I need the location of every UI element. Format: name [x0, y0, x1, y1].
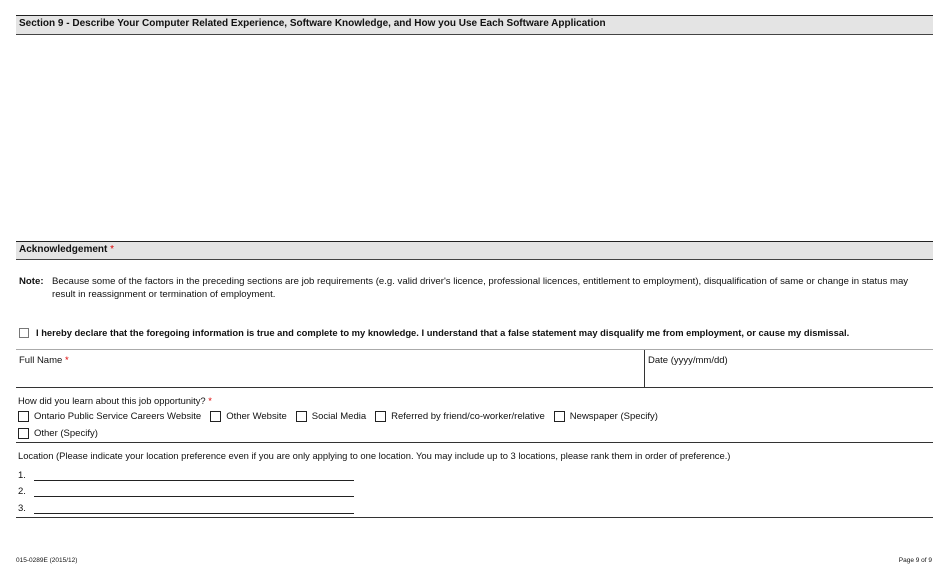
- required-marker: *: [110, 244, 115, 255]
- section-9-title: Section 9 - Describe Your Computer Related Experience, Software Knowledge, and How you Use Each Software Application: [19, 18, 606, 29]
- acknowledgement-title: Acknowledgement: [19, 244, 108, 255]
- declaration-row: [19, 327, 849, 338]
- job-source-options-row-1: [18, 409, 933, 424]
- location-input-3[interactable]: [34, 502, 354, 514]
- job-source-required-marker: *: [208, 395, 212, 406]
- location-section: [16, 443, 933, 518]
- location-number: 2.: [18, 486, 26, 497]
- location-number: 1.: [18, 469, 26, 481]
- location-line-1: [18, 464, 933, 481]
- option-ops-careers-website[interactable]: [18, 411, 201, 422]
- option-label: Referred by friend/co-worker/relative: [391, 411, 545, 422]
- option-label: Ontario Public Service Careers Website: [34, 411, 202, 422]
- option-referred[interactable]: [375, 411, 545, 422]
- job-source-question-text: How did you learn about this job opportunity?: [18, 395, 206, 406]
- job-source-options-row-2: [18, 426, 933, 441]
- checkbox[interactable]: [210, 411, 221, 422]
- full-name-field[interactable]: [19, 355, 69, 366]
- job-source-question: [18, 395, 933, 406]
- location-input-1[interactable]: [34, 469, 354, 481]
- note-block: [19, 275, 931, 301]
- full-name-label: Full Name: [19, 355, 63, 366]
- date-field[interactable]: [644, 350, 728, 388]
- checkbox[interactable]: [554, 411, 565, 422]
- option-label: Other Website: [226, 411, 287, 422]
- option-label: Other (Specify): [34, 428, 98, 439]
- section-9-header: [16, 15, 933, 35]
- date-label: Date (yyyy/mm/dd): [648, 355, 728, 366]
- option-other-website[interactable]: [210, 411, 287, 422]
- option-social-media[interactable]: [296, 411, 366, 422]
- note-text: Because some of the factors in the preceding sections are job requirements (e.g. valid driver's licence, professional licences, entitlement to employment), disqualification of same or change in status may result in reassignment or termination of employment.: [52, 276, 909, 300]
- location-line-2: [18, 481, 933, 498]
- location-input-2[interactable]: [34, 485, 354, 497]
- option-other[interactable]: [18, 428, 98, 439]
- option-label: Social Media: [311, 411, 367, 422]
- checkbox[interactable]: [18, 411, 29, 422]
- location-number: 3.: [18, 502, 26, 514]
- location-instructions: Location (Please indicate your location preference even if you are only applying to one location. You may include up to 3 locations, please rank them in order of preference.): [18, 450, 731, 461]
- section-9-answer-field[interactable]: [16, 35, 933, 241]
- note-label: Note:: [19, 276, 44, 287]
- checkbox[interactable]: [18, 428, 29, 439]
- declaration-checkbox[interactable]: [19, 328, 29, 338]
- full-name-required-marker: *: [64, 355, 69, 366]
- job-source-section: [16, 388, 933, 443]
- checkbox[interactable]: [296, 411, 307, 422]
- location-line-3: [18, 497, 933, 514]
- form-number: 015-0289E (2015/12): [16, 557, 78, 564]
- acknowledgement-header: [16, 241, 933, 260]
- name-date-row: [16, 349, 933, 388]
- option-label: Newspaper (Specify): [569, 411, 658, 422]
- page-number: Page 9 of 9: [898, 557, 932, 564]
- checkbox[interactable]: [375, 411, 386, 422]
- option-newspaper[interactable]: [554, 411, 658, 422]
- declaration-text: I hereby declare that the foregoing information is true and complete to my knowledge. I understand that a false statement may disqualify me from employment, or cause my dismissal.: [36, 327, 850, 338]
